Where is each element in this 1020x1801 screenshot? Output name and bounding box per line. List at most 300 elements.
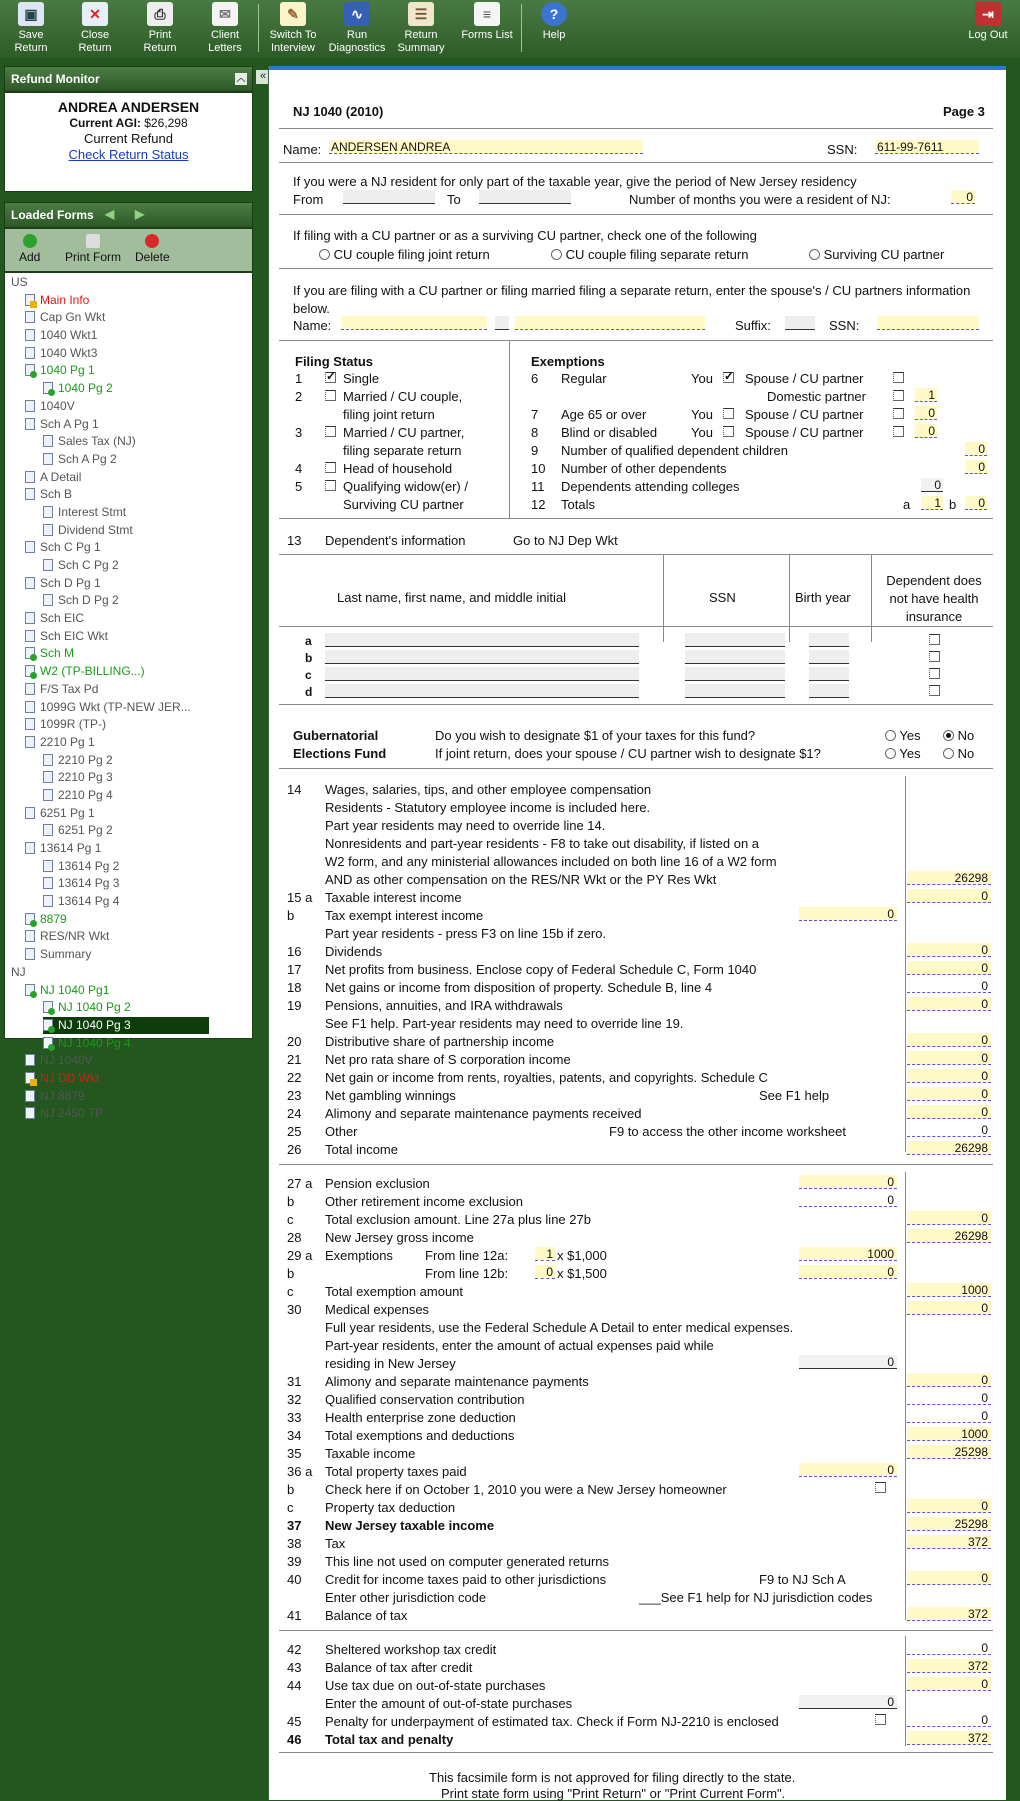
- form-doc-icon: [25, 329, 35, 341]
- line-number: 45: [287, 1714, 302, 1729]
- line-amount-field[interactable]: 25298: [907, 1517, 991, 1531]
- line-amount-field[interactable]: 0: [907, 1087, 991, 1101]
- tree-item[interactable]: 2210 Pg 1: [5, 734, 252, 752]
- tree-item[interactable]: 8879: [5, 911, 252, 929]
- tree-item[interactable]: 1099G Wkt (TP-NEW JER...: [5, 699, 252, 717]
- line-number: 17: [287, 962, 302, 977]
- form-doc-icon: [43, 453, 53, 465]
- filing-status-checkbox[interactable]: [325, 372, 336, 383]
- line-description: Health enterprise zone deduction: [325, 1410, 516, 1425]
- dep-ssn-field[interactable]: [685, 650, 785, 664]
- ex-label: Age 65 or over: [561, 407, 647, 422]
- tree-item[interactable]: Sch M: [5, 645, 252, 663]
- collapse-sidebar-icon[interactable]: «: [256, 70, 270, 84]
- from-field[interactable]: [343, 190, 435, 204]
- line-mid-field[interactable]: 0: [799, 1265, 897, 1279]
- gub-yes-2[interactable]: Yes: [885, 746, 921, 761]
- ex12a-field[interactable]: 1: [921, 496, 943, 510]
- form-doc-icon: [25, 842, 35, 854]
- run-diagnostics-button[interactable]: ∿ Run Diagnostics: [326, 2, 388, 55]
- line-amount-field[interactable]: 0: [907, 1641, 991, 1655]
- refund-monitor: [4, 92, 253, 192]
- ex-regular-label: Regular: [561, 371, 607, 386]
- rule: [279, 1752, 993, 1753]
- line-description: Net gains or income from disposition of property. Schedule B, line 4: [325, 980, 713, 995]
- gub-no-1[interactable]: No: [943, 728, 974, 743]
- rule: [279, 1164, 993, 1165]
- line-amount-field[interactable]: 0: [907, 1571, 991, 1585]
- radio[interactable]: [943, 730, 954, 741]
- tree-item[interactable]: NJ 1040 Pg 3: [5, 1017, 252, 1035]
- dep-insurance-checkbox[interactable]: [929, 685, 940, 696]
- line-number: 43: [287, 1660, 302, 1675]
- line-amount-field[interactable]: 372: [907, 1607, 991, 1621]
- line-amount-field[interactable]: 0: [907, 1033, 991, 1047]
- form-doc-icon: [25, 984, 35, 996]
- dep-birth-field[interactable]: [809, 650, 849, 664]
- dep-name-field[interactable]: [325, 684, 639, 698]
- line-amount-field[interactable]: 372: [907, 1731, 991, 1745]
- cu-joint-option[interactable]: CU couple filing joint return: [319, 247, 490, 262]
- page-number: Page 3: [943, 104, 985, 119]
- line-number: 28: [287, 1230, 302, 1245]
- form-doc-icon: [43, 824, 53, 836]
- line-amount-field[interactable]: 0: [907, 997, 991, 1011]
- form-doc-icon: [43, 1001, 53, 1013]
- line-description: Net profits from business. Enclose copy of Federal Schedule C, Form 1040: [325, 962, 757, 977]
- line-hint: F9 to access the other income worksheet: [609, 1124, 847, 1139]
- ex-number: 9: [531, 443, 539, 458]
- line-number: 26: [287, 1142, 302, 1157]
- tree-item[interactable]: 1040 Wkt1: [5, 327, 252, 345]
- line-mid-field[interactable]: 0: [799, 1193, 897, 1207]
- dep-insurance-checkbox[interactable]: [929, 651, 940, 662]
- ex-you-checkbox[interactable]: [723, 426, 734, 437]
- line-amount-field[interactable]: 26298: [907, 871, 991, 885]
- dep-row-letter: d: [305, 685, 313, 699]
- rule: [663, 554, 664, 642]
- arrow-left-icon[interactable]: ◀: [105, 207, 115, 221]
- ex-count-field[interactable]: 0: [915, 406, 937, 420]
- cu-surviving-radio[interactable]: [809, 249, 820, 260]
- spouse-ssn-field[interactable]: [877, 316, 979, 330]
- dep-ssn-field[interactable]: [685, 684, 785, 698]
- tree-item[interactable]: Cap Gn Wkt: [5, 309, 252, 327]
- line-description: Total exclusion amount. Line 27a plus line 27b: [325, 1212, 591, 1227]
- line-description: Total income: [325, 1142, 398, 1157]
- check-return-status-link[interactable]: Check Return Status: [68, 147, 189, 162]
- loaded-forms-header: Loaded Forms ◀ ▶: [4, 202, 253, 228]
- line-mid-field[interactable]: 1000: [799, 1247, 897, 1261]
- homeowner-checkbox[interactable]: [875, 1482, 886, 1493]
- print-return-button[interactable]: ⎙ Print Return: [129, 2, 191, 55]
- line-description: Enter other jurisdiction code: [325, 1590, 487, 1605]
- radio[interactable]: [885, 730, 896, 741]
- envelope-icon: ✉: [212, 2, 238, 26]
- line-amount-field[interactable]: 0: [907, 1677, 991, 1691]
- tree-item[interactable]: NJ DD Wkt: [5, 1070, 252, 1088]
- line-number: 16: [287, 944, 302, 959]
- list-icon: ≡: [474, 2, 500, 26]
- line-amount-field[interactable]: 0: [907, 1069, 991, 1083]
- form-doc-icon: [25, 577, 35, 589]
- dep-name-field[interactable]: [325, 633, 639, 647]
- line-amount-field[interactable]: 0: [907, 1373, 991, 1387]
- ex-spouse-checkbox[interactable]: [893, 426, 904, 437]
- switch-to-interview-button[interactable]: ✎ Switch To Interview: [262, 2, 324, 55]
- log-out-button[interactable]: ⇥ Log Out: [957, 2, 1019, 42]
- line-number: 24: [287, 1106, 302, 1121]
- line-description: Exemptions: [325, 1248, 393, 1263]
- spouse-last-name[interactable]: [341, 316, 487, 330]
- gub-no-2[interactable]: No: [943, 746, 974, 761]
- print-form-button[interactable]: Print Form: [65, 234, 121, 264]
- filing-status-label: Qualifying widow(er) /: [343, 479, 468, 494]
- form-doc-icon: [43, 1019, 53, 1031]
- line-description: New Jersey taxable income: [325, 1518, 495, 1533]
- spouse-initial[interactable]: [495, 316, 509, 330]
- suffix-field[interactable]: [785, 316, 815, 330]
- printer-icon: [86, 234, 100, 248]
- arrow-right-icon[interactable]: ▶: [135, 207, 145, 221]
- tree-item[interactable]: W2 (TP-BILLING...): [5, 663, 252, 681]
- line-amount-field[interactable]: 25298: [907, 1445, 991, 1459]
- line-amount-field[interactable]: 0: [907, 1105, 991, 1119]
- help-button[interactable]: ? Help: [523, 2, 585, 42]
- form-doc-icon: [43, 524, 53, 536]
- cu-separate-option[interactable]: CU couple filing separate return: [551, 247, 748, 262]
- tree-item[interactable]: NJ: [11, 964, 26, 979]
- spouse-name-label: Name:: [293, 318, 332, 333]
- line-description: Balance of tax after credit: [325, 1660, 473, 1675]
- line-description: Pension exclusion: [325, 1176, 430, 1191]
- return-summary-button[interactable]: ☰ Return Summary: [390, 2, 452, 55]
- taxpayer-name: ANDREA ANDERSEN: [57, 99, 200, 115]
- line-mid-field[interactable]: 0: [799, 1463, 897, 1477]
- rule: [905, 1172, 906, 1620]
- tree-item[interactable]: Sch D Pg 1: [5, 575, 252, 593]
- tree-item[interactable]: NJ 1040 Pg1: [5, 982, 252, 1000]
- regular-you-checkbox[interactable]: [723, 372, 734, 383]
- line-amount-field[interactable]: 1000: [907, 1427, 991, 1441]
- tree-item[interactable]: NJ 1040V: [5, 1052, 252, 1070]
- tree-item[interactable]: 1099R (TP-): [5, 716, 252, 734]
- ex-count-field[interactable]: 0: [915, 424, 937, 438]
- filing-status-number: 3: [295, 425, 303, 440]
- dep-birth-field[interactable]: [809, 633, 849, 647]
- tree-item[interactable]: 6251 Pg 1: [5, 805, 252, 823]
- line-number: 22: [287, 1070, 302, 1085]
- line-amount-field[interactable]: 0: [907, 1499, 991, 1513]
- rule: [279, 268, 993, 269]
- domestic-field[interactable]: 1: [915, 388, 937, 402]
- dep-col-birth: Birth year: [795, 590, 851, 605]
- line-description: Enter the amount of out-of-state purchases: [325, 1696, 573, 1711]
- ex-number: 12: [531, 497, 546, 512]
- tree-item[interactable]: 1040V: [5, 398, 252, 416]
- line-amount-field[interactable]: 26298: [907, 1141, 991, 1155]
- line-amount-field[interactable]: 0: [907, 1123, 991, 1137]
- tree-item[interactable]: A Detail: [5, 469, 252, 487]
- rule: [279, 518, 993, 519]
- tree-item[interactable]: F/S Tax Pd: [5, 681, 252, 699]
- ssn-label: SSN:: [827, 142, 858, 157]
- form-doc-icon: [43, 382, 53, 394]
- multiplier: x $1,000: [557, 1248, 607, 1263]
- rule: [279, 626, 993, 627]
- ex-spouse-checkbox[interactable]: [893, 408, 904, 419]
- rule: [279, 214, 993, 215]
- filing-status-number: 2: [295, 389, 303, 404]
- tree-item[interactable]: 13614 Pg 1: [5, 840, 252, 858]
- line-description: residing in New Jersey: [325, 1356, 456, 1371]
- ex12b-label: b: [949, 497, 957, 512]
- line-amount-field[interactable]: 372: [907, 1535, 991, 1549]
- dep-insurance-checkbox[interactable]: [929, 668, 940, 679]
- line-number: 38: [287, 1536, 302, 1551]
- tree-item[interactable]: 1040 Wkt3: [5, 345, 252, 363]
- add-form-button[interactable]: Add: [19, 234, 40, 264]
- line-description: Tax: [325, 1536, 346, 1551]
- form-doc-icon: [25, 311, 35, 323]
- form-doc-icon: [43, 435, 53, 447]
- filing-status-checkbox[interactable]: [325, 480, 336, 491]
- tree-item[interactable]: NJ 2450 TP: [5, 1105, 252, 1123]
- line-mid-field[interactable]: 0: [799, 1355, 897, 1369]
- footer-note-1: This facsimile form is not approved for filing directly to the state.: [429, 1770, 796, 1785]
- printer-icon: ⎙: [147, 2, 173, 26]
- spouse-first-name[interactable]: [515, 316, 705, 330]
- tree-item[interactable]: Interest Stmt: [5, 504, 252, 522]
- filing-status-checkbox[interactable]: [325, 462, 336, 473]
- forms-list-button[interactable]: ≡ Forms List: [456, 2, 518, 42]
- line-mid-field[interactable]: 0: [799, 907, 897, 921]
- filing-status-checkbox[interactable]: [325, 426, 336, 437]
- delete-icon: [145, 234, 159, 248]
- dep-ssn-field[interactable]: [685, 633, 785, 647]
- add-icon: [23, 234, 37, 248]
- close-return-button[interactable]: ✕ Close Return: [64, 2, 126, 55]
- line-number: 14: [287, 782, 302, 797]
- cu-surviving-option[interactable]: Surviving CU partner: [809, 247, 944, 262]
- tree-item[interactable]: Sch C Pg 1: [5, 539, 252, 557]
- tree-item[interactable]: 13614 Pg 2: [5, 858, 252, 876]
- collapse-up-icon[interactable]: ︿: [236, 73, 246, 83]
- tree-item[interactable]: Sales Tax (NJ): [5, 433, 252, 451]
- line-description: Total property taxes paid: [325, 1464, 467, 1479]
- form-doc-icon: [25, 1090, 35, 1102]
- line-number: 20: [287, 1034, 302, 1049]
- ex-you-checkbox[interactable]: [723, 408, 734, 419]
- help-icon: ?: [541, 2, 567, 26]
- form-doc-icon: [43, 594, 53, 606]
- form-doc-icon: [25, 400, 35, 412]
- delete-form-button[interactable]: Delete: [135, 234, 170, 264]
- to-field[interactable]: [479, 190, 571, 204]
- line-amount-field[interactable]: 0: [907, 1051, 991, 1065]
- dep-birth-field[interactable]: [809, 684, 849, 698]
- ex-count-field[interactable]: 0: [965, 442, 987, 456]
- rule: [279, 554, 993, 555]
- line-description: Taxable income: [325, 1446, 416, 1461]
- tree-item[interactable]: 13614 Pg 3: [5, 875, 252, 893]
- tree-item[interactable]: Sch EIC: [5, 610, 252, 628]
- line-number: 31: [287, 1374, 302, 1389]
- form-doc-icon: [25, 541, 35, 553]
- tree-item[interactable]: 6251 Pg 2: [5, 822, 252, 840]
- line-amount-field[interactable]: 0: [907, 1409, 991, 1423]
- line-amount-field[interactable]: 0: [907, 1391, 991, 1405]
- tree-item[interactable]: RES/NR Wkt: [5, 928, 252, 946]
- line-amount-field[interactable]: 1000: [907, 1283, 991, 1297]
- gub-yes-1[interactable]: Yes: [885, 728, 921, 743]
- regular-spouse-checkbox[interactable]: [893, 372, 904, 383]
- ssn-field[interactable]: 611-99-7611: [875, 140, 979, 154]
- radio[interactable]: [885, 748, 896, 759]
- tree-item[interactable]: Summary: [5, 946, 252, 964]
- form-doc-icon: [43, 506, 53, 518]
- line-number: 30: [287, 1302, 302, 1317]
- tree-item[interactable]: 2210 Pg 2: [5, 752, 252, 770]
- name-field[interactable]: ANDERSEN ANDREA: [329, 140, 643, 154]
- you-label: You: [691, 407, 713, 422]
- line-amount-field[interactable]: 0: [907, 979, 991, 993]
- rule: [905, 776, 906, 1152]
- radio[interactable]: [943, 748, 954, 759]
- ex-number: 8: [531, 425, 539, 440]
- line-amount-field[interactable]: 0: [907, 1713, 991, 1727]
- diagnostics-icon: ∿: [344, 2, 370, 26]
- toolbar: [0, 0, 1020, 58]
- dep-ssn-field[interactable]: [685, 667, 785, 681]
- client-letters-button[interactable]: ✉ Client Letters: [194, 2, 256, 55]
- line-number: 21: [287, 1052, 302, 1067]
- you-label: You: [691, 371, 713, 386]
- line-description: Check here if on October 1, 2010 you were a New Jersey homeowner: [325, 1482, 727, 1497]
- tree-item[interactable]: Sch D Pg 2: [5, 592, 252, 610]
- line-amount-field[interactable]: 0: [907, 1301, 991, 1315]
- line-hint: F9 to NJ Sch A: [759, 1572, 846, 1587]
- ex12b-field[interactable]: 0: [965, 496, 987, 510]
- cu-separate-radio[interactable]: [551, 249, 562, 260]
- tree-item[interactable]: Main Info: [5, 292, 252, 310]
- dep-col-name: Last name, first name, and middle initial: [337, 590, 567, 605]
- tree-item[interactable]: 13614 Pg 4: [5, 893, 252, 911]
- line-mid-field[interactable]: 0: [799, 1175, 897, 1189]
- tree-item[interactable]: 2210 Pg 3: [5, 769, 252, 787]
- line-amount-field[interactable]: 0: [907, 961, 991, 975]
- save-return-button[interactable]: ▣ Save Return: [0, 2, 62, 55]
- filing-status-checkbox[interactable]: [325, 390, 336, 401]
- form-doc-icon: [25, 294, 35, 306]
- line-description: Part year residents - press F3 on line 15b if zero.: [325, 926, 607, 941]
- rule: [279, 162, 993, 163]
- ex-label: Number of qualified dependent children: [561, 443, 788, 458]
- line-number: 42: [287, 1642, 302, 1657]
- gub-question-2: If joint return, does your spouse / CU partner wish to designate $1?: [435, 746, 821, 761]
- dep-wkt-link[interactable]: Go to NJ Dep Wkt: [513, 533, 618, 548]
- form-doc-icon: [25, 364, 35, 376]
- from-label: From: [293, 192, 324, 207]
- cu-joint-radio[interactable]: [319, 249, 330, 260]
- ex-6-number: 6: [531, 371, 539, 386]
- dep-name-field[interactable]: [325, 650, 639, 664]
- line-hint: ___See F1 help for NJ jurisdiction codes: [639, 1590, 873, 1605]
- line-amount-field[interactable]: 0: [907, 889, 991, 903]
- line-description: Tax exempt interest income: [325, 908, 484, 923]
- domestic-checkbox[interactable]: [893, 390, 904, 401]
- tree-item[interactable]: NJ 1040 Pg 4: [5, 1035, 252, 1053]
- ex-label: Number of other dependents: [561, 461, 727, 476]
- tree-item[interactable]: NJ 1040 Pg 2: [5, 999, 252, 1017]
- sidebar: [4, 66, 253, 1121]
- line-amount-field[interactable]: 0: [907, 943, 991, 957]
- form-document: [268, 66, 1006, 1800]
- form-doc-icon: [25, 630, 35, 642]
- tree-item[interactable]: Dividend Stmt: [5, 522, 252, 540]
- gubernatorial-label: Gubernatorial: [293, 728, 379, 743]
- line-amount-field[interactable]: 372: [907, 1659, 991, 1673]
- line-number: b: [287, 1266, 295, 1281]
- tree-item[interactable]: Sch EIC Wkt: [5, 628, 252, 646]
- months-field[interactable]: 0: [951, 190, 975, 204]
- tree-item[interactable]: Sch B: [5, 486, 252, 504]
- filing-status-label: filing separate return: [343, 443, 462, 458]
- line-sub-label: From line 12a:: [425, 1248, 509, 1263]
- dep-name-field[interactable]: [325, 667, 639, 681]
- line-amount-field[interactable]: 26298: [907, 1229, 991, 1243]
- nj2210-checkbox[interactable]: [875, 1714, 886, 1725]
- line-description: Part-year residents, enter the amount of actual expenses paid while: [325, 1338, 714, 1353]
- tree-item[interactable]: 2210 Pg 4: [5, 787, 252, 805]
- qty-field[interactable]: 0: [535, 1265, 555, 1279]
- spouse-label: Spouse / CU partner: [745, 371, 864, 386]
- line-description: Nonresidents and part-year residents - F8 to take out disability, if listed on a: [325, 836, 760, 851]
- line-number: c: [287, 1500, 294, 1515]
- tree-item[interactable]: Sch A Pg 2: [5, 451, 252, 469]
- form-doc-icon: [25, 701, 35, 713]
- dep-insurance-checkbox[interactable]: [929, 634, 940, 645]
- dep-birth-field[interactable]: [809, 667, 849, 681]
- line-amount-field[interactable]: 0: [907, 1211, 991, 1225]
- line-description: Distributive share of partnership income: [325, 1034, 555, 1049]
- tree-item[interactable]: NJ 8879: [5, 1088, 252, 1106]
- qty-field[interactable]: 1: [535, 1247, 555, 1261]
- line-number: 25: [287, 1124, 302, 1139]
- tree-item[interactable]: 1040 Pg 1: [5, 362, 252, 380]
- dep-row-letter: a: [305, 634, 312, 648]
- line-mid-field[interactable]: 0: [799, 1695, 897, 1709]
- ex-number: 10: [531, 461, 546, 476]
- ex-count-field[interactable]: 0: [965, 460, 987, 474]
- line-number: 18: [287, 980, 302, 995]
- close-icon: ✕: [82, 2, 108, 26]
- tree-item[interactable]: US: [11, 275, 28, 289]
- you-label: You: [691, 425, 713, 440]
- tree-item[interactable]: Sch C Pg 2: [5, 557, 252, 575]
- ex11-field[interactable]: 0: [921, 478, 943, 492]
- form-doc-icon: [43, 877, 53, 889]
- line-13-number: 13: [287, 533, 302, 548]
- tree-item[interactable]: Sch A Pg 1: [5, 416, 252, 434]
- name-label: Name:: [283, 142, 322, 157]
- elections-fund-label: Elections Fund: [293, 746, 387, 761]
- line-number: 23: [287, 1088, 302, 1103]
- line-number: 19: [287, 998, 302, 1013]
- tree-item[interactable]: 1040 Pg 2: [5, 380, 252, 398]
- form-doc-icon: [25, 930, 35, 942]
- dep-col-ssn: SSN: [709, 590, 736, 605]
